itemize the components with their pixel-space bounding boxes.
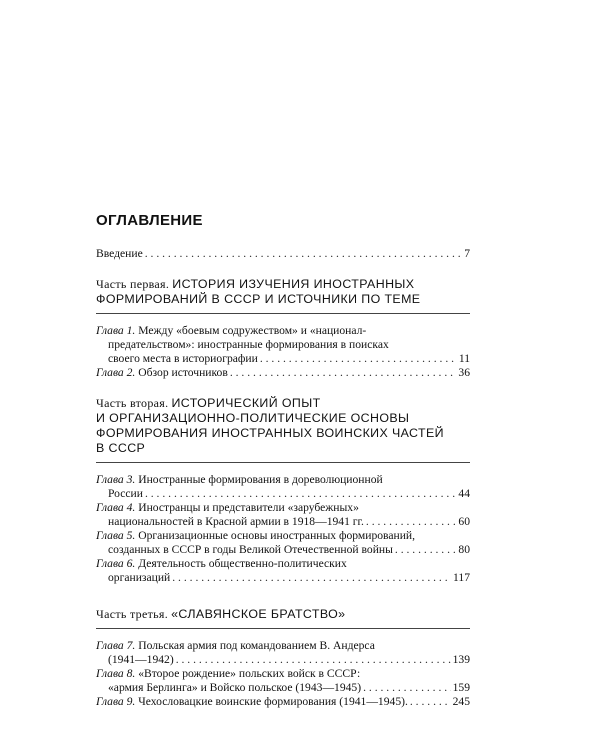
- chapter-title-cont: созданных в СССР в годы Великой Отечественной войны: [108, 543, 393, 556]
- part-label: Часть первая.: [96, 277, 170, 291]
- part-title: «СЛАВЯНСКОЕ БРАТСТВО»: [171, 607, 346, 621]
- toc-entry-chapter-5[interactable]: [96, 529, 470, 557]
- part-label: Часть третья.: [96, 607, 169, 621]
- chapter-label: Глава 3.: [96, 473, 136, 486]
- chapter-label: Глава 2.: [96, 366, 136, 379]
- leader-dots: [145, 247, 462, 261]
- entry-page: 245: [452, 695, 470, 708]
- toc-heading: ОГЛАВЛЕНИЕ: [96, 212, 203, 229]
- toc-entry-intro[interactable]: [96, 247, 470, 261]
- divider: [96, 628, 470, 629]
- toc-entry-chapter-9[interactable]: [96, 695, 470, 709]
- chapter-title-cont: предательством»: иностранные формирования в поисках: [108, 338, 389, 351]
- part-title-cont: И ОРГАНИЗАЦИОННО-ПОЛИТИЧЕСКИЕ ОСНОВЫ: [96, 411, 410, 425]
- leader-dots: [260, 352, 457, 366]
- entry-page: 11: [458, 352, 470, 365]
- chapter-title-cont: «армия Берлинга» и Войско польское (1943—1945): [108, 681, 362, 694]
- part-1-heading: [96, 277, 470, 314]
- entry-page: 80: [458, 543, 470, 556]
- chapter-title-cont: своего места в историографии: [108, 352, 258, 365]
- entry-page: 117: [453, 571, 470, 584]
- entry-page: 139: [452, 653, 470, 666]
- entry-page: 36: [458, 366, 470, 379]
- chapter-title: Между «боевым содружеством» и «национал-: [138, 324, 367, 337]
- chapter-label: Глава 6.: [96, 557, 136, 570]
- toc-entry-chapter-1[interactable]: [96, 324, 470, 366]
- divider: [96, 462, 470, 463]
- entry-page: 159: [452, 681, 470, 694]
- toc-entry-chapter-2[interactable]: [96, 366, 470, 380]
- chapter-label: Глава 9.: [96, 695, 136, 708]
- chapter-title: «Второе рождение» польских войск в СССР:: [138, 667, 361, 680]
- part-title-cont: ФОРМИРОВАНИЙ В СССР И ИСТОЧНИКИ ПО ТЕМЕ: [96, 292, 421, 306]
- part-title-cont: ФОРМИРОВАНИЯ ИНОСТРАННЫХ ВОИНСКИХ ЧАСТЕЙ: [96, 426, 444, 440]
- leader-dots: [366, 515, 457, 529]
- chapter-title: Организационные основы иностранных формирований,: [138, 529, 416, 542]
- table-of-contents: [96, 212, 470, 709]
- toc-entry-chapter-6[interactable]: [96, 557, 470, 585]
- toc-entry-chapter-8[interactable]: [96, 667, 470, 695]
- leader-dots: [395, 543, 457, 557]
- chapter-title: Обзор источников: [138, 366, 228, 379]
- chapter-label: Глава 4.: [96, 501, 136, 514]
- chapter-title: Деятельность общественно-политических: [138, 557, 347, 570]
- chapter-label: Глава 1.: [96, 324, 136, 337]
- chapter-title: Иностранные формирования в дореволюционной: [138, 473, 383, 486]
- leader-dots: [172, 571, 451, 585]
- part-2-heading: [96, 396, 470, 463]
- chapter-label: Глава 5.: [96, 529, 136, 542]
- toc-entry-chapter-4[interactable]: [96, 501, 470, 529]
- toc-entry-chapter-7[interactable]: [96, 639, 470, 667]
- leader-dots: [410, 695, 451, 709]
- leader-dots: [230, 366, 457, 380]
- part-title: ИСТОРИЧЕСКИЙ ОПЫТ: [171, 396, 321, 410]
- part-3-heading: [96, 607, 470, 629]
- chapter-label: Глава 8.: [96, 667, 136, 680]
- entry-title: Введение: [96, 247, 143, 260]
- part-label: Часть вторая.: [96, 396, 169, 410]
- chapter-title-cont: (1941—1942): [108, 653, 174, 666]
- leader-dots: [145, 487, 456, 501]
- part-title: ИСТОРИЯ ИЗУЧЕНИЯ ИНОСТРАННЫХ: [172, 277, 415, 291]
- leader-dots: [363, 681, 451, 695]
- chapter-label: Глава 7.: [96, 639, 136, 652]
- chapter-title-cont: организаций: [108, 571, 171, 584]
- chapter-title-cont: национальностей в Красной армии в 1918—1941 гг.: [108, 515, 364, 528]
- entry-page: 44: [458, 487, 470, 500]
- chapter-title: Чехословацкие воинские формирования (1941—1945).: [138, 695, 408, 708]
- chapter-title: Иностранцы и представители «зарубежных»: [138, 501, 359, 514]
- chapter-title: Польская армия под командованием В. Андерса: [138, 639, 375, 652]
- entry-page: 60: [458, 515, 470, 528]
- divider: [96, 313, 470, 314]
- chapter-title-cont: России: [108, 487, 143, 500]
- leader-dots: [176, 653, 451, 667]
- toc-entry-chapter-3[interactable]: [96, 473, 470, 501]
- part-title-cont: В СССР: [96, 441, 146, 455]
- entry-page: 7: [464, 247, 470, 260]
